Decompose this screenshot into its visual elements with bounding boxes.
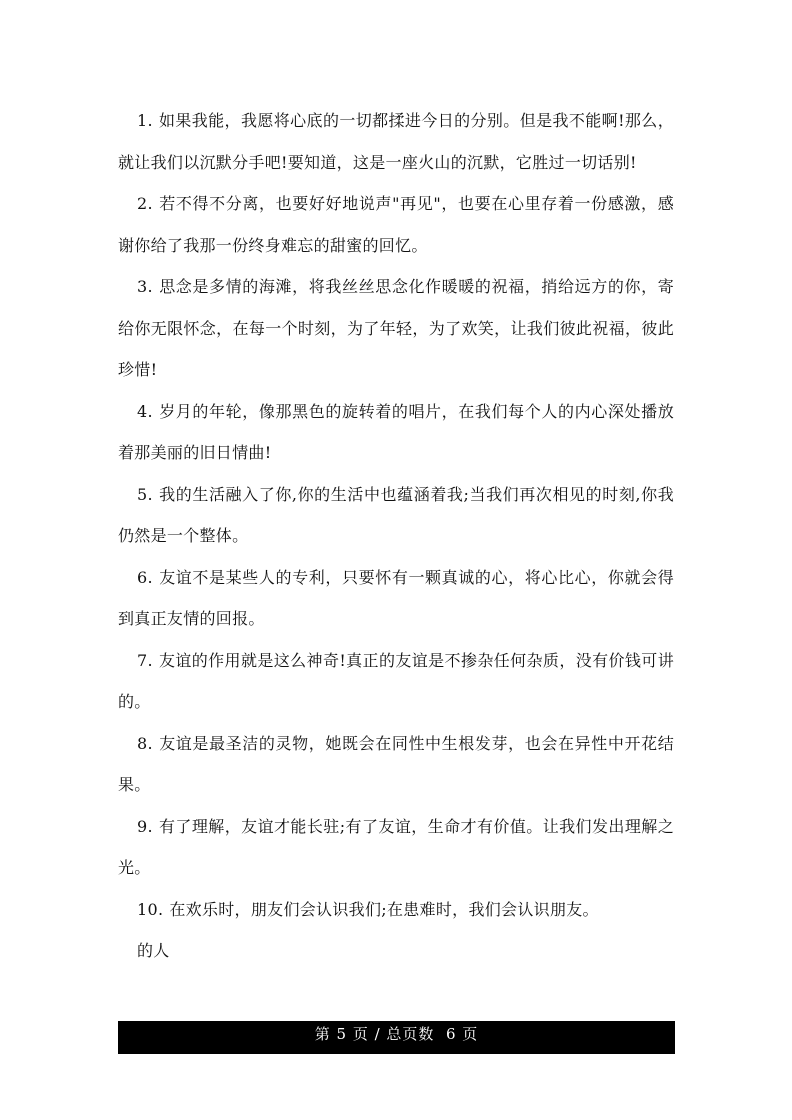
footer-current-page: 5 bbox=[336, 1025, 348, 1043]
paragraph-7 bbox=[118, 640, 674, 723]
paragraph-number: 1. bbox=[137, 111, 153, 130]
paragraph-number: 9. bbox=[137, 816, 153, 836]
paragraph-1 bbox=[118, 100, 674, 183]
paragraph-text: 有了理解，友谊才能长驻;有了友谊，生命才有价值。让我们发出理解之光。 bbox=[118, 816, 674, 877]
paragraph-number: 8. bbox=[137, 733, 153, 753]
document-body bbox=[118, 100, 674, 972]
footer-total-pages: 6 bbox=[445, 1025, 457, 1043]
paragraph-3 bbox=[118, 266, 674, 391]
footer-prefix: 第 bbox=[314, 1025, 331, 1043]
paragraph-5 bbox=[118, 474, 674, 557]
paragraph-number: 5. bbox=[137, 484, 153, 504]
page-footer bbox=[118, 1021, 675, 1054]
paragraph-text: 友谊不是某些人的专利，只要怀有一颗真诚的心，将心比心，你就会得到真正友情的回报。 bbox=[118, 567, 674, 628]
paragraph-text: 在欢乐时，朋友们会认识我们;在患难时，我们会认识朋友。 bbox=[169, 899, 599, 919]
paragraph-text: 的人 bbox=[137, 941, 170, 960]
paragraph-text: 若不得不分离，也要好好地说声"再见"，也要在心里存着一份感激，感谢你给了我那一份终身难忘的甜蜜的回忆。 bbox=[118, 194, 674, 255]
paragraph-text: 友谊是最圣洁的灵物，她既会在同性中生根发芽，也会在异性中开花结果。 bbox=[118, 733, 674, 794]
footer-suffix: 页 bbox=[462, 1025, 479, 1043]
paragraph-9 bbox=[118, 806, 674, 889]
paragraph-number: 10. bbox=[137, 899, 164, 919]
paragraph-8 bbox=[118, 723, 674, 806]
paragraph-fragment bbox=[118, 930, 674, 972]
paragraph-number: 6. bbox=[137, 567, 153, 587]
paragraph-number: 3. bbox=[137, 277, 153, 296]
paragraph-text: 岁月的年轮，像那黑色的旋转着的唱片，在我们每个人的内心深处播放着那美丽的旧日情曲! bbox=[118, 401, 674, 462]
paragraph-text: 如果我能，我愿将心底的一切都揉进今日的分别。但是我不能啊!那么，就让我们以沉默分手吧!要知道，这是一座火山的沉默，它胜过一切话别! bbox=[118, 111, 674, 172]
paragraph-4 bbox=[118, 391, 674, 474]
paragraph-text: 我的生活融入了你,你的生活中也蕴涵着我;当我们再次相见的时刻,你我仍然是一个整体。 bbox=[118, 484, 674, 545]
paragraph-10 bbox=[118, 889, 674, 931]
paragraph-2 bbox=[118, 183, 674, 266]
paragraph-text: 友谊的作用就是这么神奇!真正的友谊是不掺杂任何杂质，没有价钱可讲的。 bbox=[118, 650, 674, 711]
footer-middle: 页 / 总页数 bbox=[352, 1025, 435, 1043]
paragraph-number: 7. bbox=[137, 650, 153, 670]
paragraph-6 bbox=[118, 557, 674, 640]
paragraph-text: 思念是多情的海滩，将我丝丝思念化作暖暖的祝福，捎给远方的你，寄给你无限怀念，在每一个时刻，为了年轻，为了欢笑，让我们彼此祝福，彼此珍惜! bbox=[118, 277, 674, 379]
paragraph-number: 2. bbox=[137, 194, 153, 213]
paragraph-number: 4. bbox=[137, 401, 153, 421]
